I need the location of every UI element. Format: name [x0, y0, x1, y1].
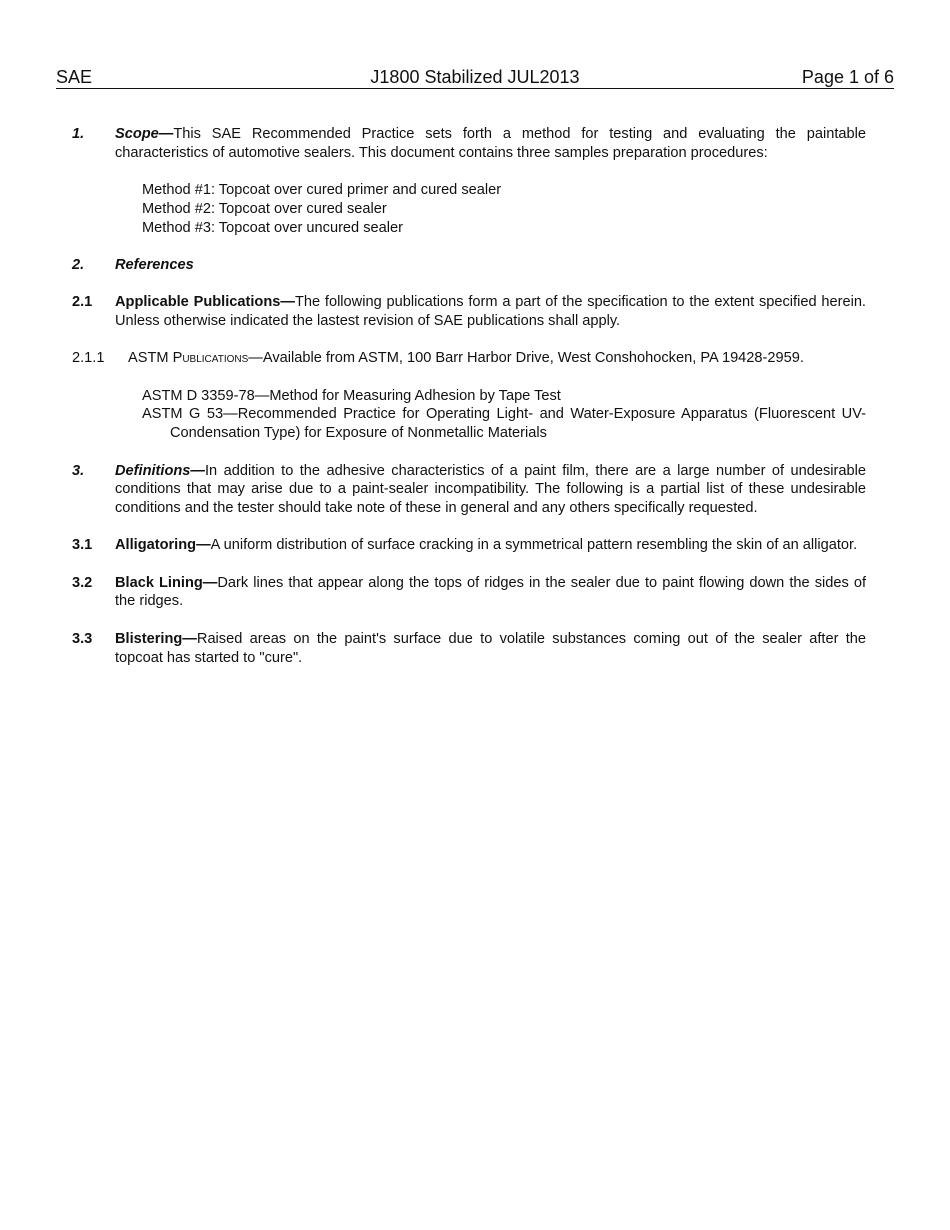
list-item: Method #2: Topcoat over cured sealer	[142, 200, 387, 217]
section-text: Dark lines that appear along the tops of ridges in the sealer due to paint flowing down the sides of the ridges.	[115, 574, 866, 610]
section-references	[72, 256, 866, 275]
reference-list	[72, 387, 866, 443]
definition-black-lining	[72, 574, 866, 611]
section-text: Raised areas on the paint's surface due to volatile substances coming out of the sealer after the topcoat has started to "cure".	[115, 630, 866, 666]
definition-blistering	[72, 630, 866, 667]
page-header	[56, 66, 894, 89]
header-page-number: Page 1 of 6	[801, 67, 894, 87]
section-number: 3.1	[72, 537, 93, 554]
section-term: Applicable Publications—	[115, 294, 295, 311]
header-doc-id: J1800 Stabilized JUL2013	[370, 67, 580, 87]
list-item: ASTM D 3359-78—Method for Measuring Adhesion by Tape Test	[142, 387, 561, 404]
section-definitions	[72, 462, 866, 518]
section-number: 2.1.1	[72, 350, 105, 367]
list-item: Method #1: Topcoat over cured primer and cured sealer	[142, 182, 502, 199]
section-term: Scope—	[115, 126, 174, 142]
section-term: ASTM Publications	[128, 350, 249, 367]
section-scope	[72, 125, 866, 162]
section-term: Definitions—	[115, 462, 205, 479]
section-number: 1.	[72, 126, 85, 142]
header-org: SAE	[56, 67, 93, 87]
section-text: The following publications form a part of the specification to the extent specified herein. Unless otherwise indicated the lastest revision of SAE publications shall apply.	[115, 294, 866, 329]
section-text: A uniform distribution of surface cracking in a symmetrical pattern resembling the skin of an alligator.	[210, 537, 858, 554]
list-item: Method #3: Topcoat over uncured sealer	[142, 219, 403, 236]
section-number: 3.3	[72, 630, 93, 647]
section-text: This SAE Recommended Practice sets forth a method for testing and evaluating the paintable characteristics of automotive sealers. This document contains three samples preparation procedures:	[115, 126, 866, 161]
section-astm-publications	[72, 349, 866, 368]
section-term: Alligatoring—	[115, 537, 211, 554]
section-applicable-publications	[72, 293, 866, 330]
method-list	[72, 181, 866, 237]
section-term: References	[115, 256, 194, 273]
section-number: 3.	[72, 462, 85, 479]
section-text: In addition to the adhesive characteristics of a paint film, there are a large number of undesirable conditions that may arise due to a paint-sealer incompatibility. The following is a partial list of these undesirable conditions and the tester should take note of these in general and any others specifically requested.	[115, 462, 866, 516]
document-body	[72, 125, 866, 667]
section-number: 3.2	[72, 574, 93, 591]
section-number: 2.	[72, 256, 85, 273]
section-text: —Available from ASTM, 100 Barr Harbor Drive, West Conshohocken, PA 19428-2959.	[248, 350, 804, 367]
section-term: Black Lining—	[115, 574, 218, 591]
definition-alligatoring	[72, 536, 866, 555]
section-term: Blistering—	[115, 630, 197, 647]
list-item: ASTM G 53—Recommended Practice for Operating Light- and Water-Exposure Apparatus (Fluorescent UV-Condensation Type) for Exposure of Nonmetallic Materials	[142, 406, 866, 442]
section-number: 2.1	[72, 294, 93, 311]
